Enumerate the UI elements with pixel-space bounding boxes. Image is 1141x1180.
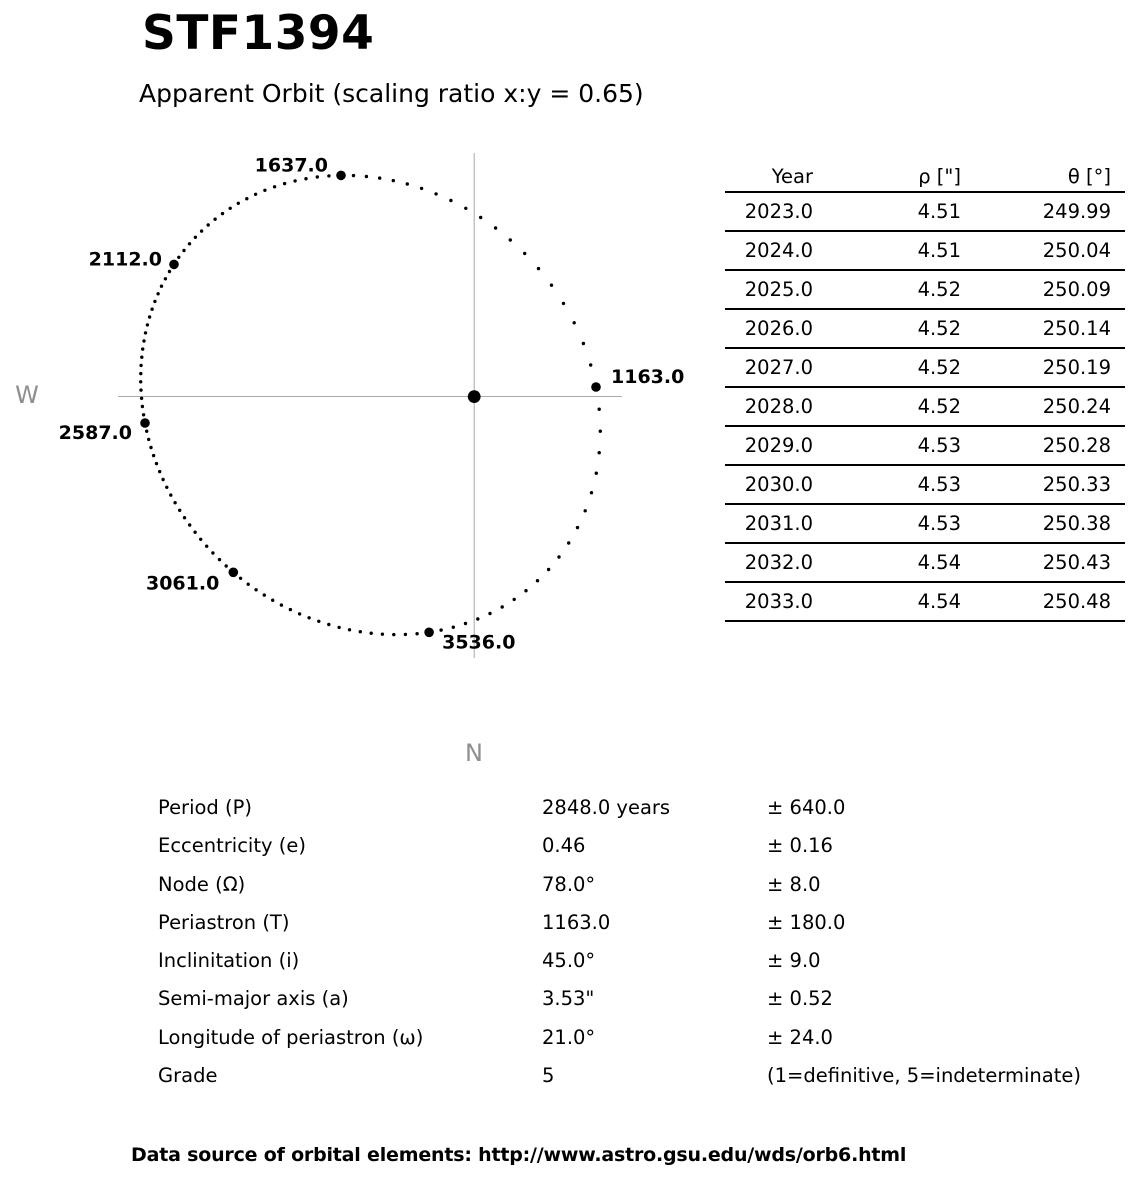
orbit-dot xyxy=(164,277,167,280)
orbit-dot xyxy=(598,451,601,454)
orbit-dot xyxy=(494,226,497,229)
element-error: ± 8.0 xyxy=(767,872,821,896)
orbit-dot xyxy=(155,462,158,465)
orbit-dot xyxy=(140,356,143,359)
orbit-dot xyxy=(589,363,592,366)
epoch-marker-dot xyxy=(424,628,434,638)
orbit-dot xyxy=(573,321,576,324)
element-value: 5 xyxy=(542,1064,555,1088)
orbit-dot xyxy=(406,182,409,185)
orbit-dot xyxy=(218,558,221,561)
cell-year: 2027.0 xyxy=(725,348,813,387)
orbit-dot xyxy=(365,175,368,178)
orbit-dot xyxy=(352,174,355,177)
orbit-dot xyxy=(590,491,593,494)
orbit-dot xyxy=(188,523,191,526)
table-row xyxy=(725,309,1125,348)
orbit-dot xyxy=(169,493,172,496)
orbit-dot xyxy=(144,331,147,334)
orbit-dot xyxy=(567,541,570,544)
orbit-dot xyxy=(479,216,482,219)
epoch-label: 1637.0 xyxy=(254,154,328,177)
cell-rho: 4.53 xyxy=(813,504,961,543)
orbit-dot xyxy=(254,193,257,196)
orbit-dot xyxy=(142,413,145,416)
element-error: ± 180.0 xyxy=(767,910,846,934)
orbit-dot xyxy=(576,526,579,529)
table-row xyxy=(725,270,1125,309)
cell-theta: 250.24 xyxy=(961,387,1125,426)
cell-year: 2029.0 xyxy=(725,426,813,465)
element-error: ± 0.16 xyxy=(767,834,833,858)
orbit-dot xyxy=(582,342,585,345)
epoch-marker-dot xyxy=(169,260,179,270)
orbit-dot xyxy=(160,285,163,288)
element-label: Inclinitation (i) xyxy=(158,949,300,973)
orbit-dot xyxy=(239,577,242,580)
orbit-dot xyxy=(153,300,156,303)
orbit-dot xyxy=(207,223,210,226)
orbit-dot xyxy=(156,292,159,295)
cell-theta: 250.43 xyxy=(961,543,1125,582)
orbit-dot xyxy=(245,197,248,200)
north-direction-label: N xyxy=(465,739,483,767)
orbit-dot xyxy=(193,531,196,534)
orbit-dot xyxy=(434,192,437,195)
orbit-dot xyxy=(501,605,504,608)
orbit-dot xyxy=(225,564,228,567)
cell-rho: 4.52 xyxy=(813,309,961,348)
element-label: Grade xyxy=(158,1064,218,1088)
col-header-theta: θ [°] xyxy=(961,161,1125,192)
cell-theta: 250.19 xyxy=(961,348,1125,387)
page-title: STF1394 xyxy=(142,6,375,61)
cell-theta: 250.09 xyxy=(961,270,1125,309)
table-row xyxy=(725,192,1125,231)
cell-year: 2026.0 xyxy=(725,309,813,348)
orbit-dot xyxy=(415,632,418,635)
orbit-dot xyxy=(304,177,307,180)
orbit-dot xyxy=(158,470,161,473)
orbit-dot xyxy=(182,249,185,252)
orbit-dot xyxy=(289,608,292,611)
cell-rho: 4.52 xyxy=(813,348,961,387)
orbit-dot xyxy=(359,630,362,633)
orbit-dot xyxy=(213,218,216,221)
orbit-dot xyxy=(221,212,224,215)
orbit-dot xyxy=(146,323,149,326)
orbit-dot xyxy=(149,446,152,449)
element-value: 78.0° xyxy=(542,872,596,896)
table-row xyxy=(725,582,1125,621)
orbital-elements-list xyxy=(158,789,1081,1095)
orbit-dot xyxy=(509,238,512,241)
orbit-dot xyxy=(271,599,274,602)
cell-rho: 4.51 xyxy=(813,192,961,231)
cell-year: 2032.0 xyxy=(725,543,813,582)
orbit-dot xyxy=(200,229,203,232)
orbit-dot xyxy=(141,405,144,408)
element-value: 3.53" xyxy=(542,987,595,1011)
cell-year: 2033.0 xyxy=(725,582,813,621)
orbit-dot xyxy=(148,315,151,318)
orbit-dot xyxy=(550,284,553,287)
orbit-dot xyxy=(348,628,351,631)
orbit-dot xyxy=(557,555,560,558)
orbit-dot xyxy=(584,509,587,512)
col-header-rho: ρ ["] xyxy=(813,161,961,192)
element-label: Period (P) xyxy=(158,796,252,819)
cell-theta: 250.48 xyxy=(961,582,1125,621)
orbit-dot xyxy=(183,516,186,519)
epoch-markers xyxy=(59,154,685,653)
cell-year: 2023.0 xyxy=(725,192,813,231)
orbit-dot xyxy=(464,622,467,625)
table-row xyxy=(725,426,1125,465)
element-error: ± 640.0 xyxy=(767,796,846,819)
orbit-dot xyxy=(598,408,601,411)
orbit-dot xyxy=(147,438,150,441)
orbit-dot xyxy=(524,589,527,592)
element-value: 1163.0 xyxy=(542,910,611,934)
primary-star-marker xyxy=(468,390,481,403)
cell-rho: 4.52 xyxy=(813,270,961,309)
cell-rho: 4.53 xyxy=(813,426,961,465)
epoch-label: 1163.0 xyxy=(611,366,685,388)
orbit-dot xyxy=(464,207,467,210)
orbit-dot xyxy=(152,454,155,457)
west-direction-label: W xyxy=(15,381,39,409)
table-row xyxy=(725,543,1125,582)
orbit-dot xyxy=(139,364,142,367)
epoch-label: 2587.0 xyxy=(58,422,132,444)
element-value: 2848.0 years xyxy=(542,796,671,819)
cell-year: 2031.0 xyxy=(725,504,813,543)
orbit-dot xyxy=(595,472,598,475)
orbit-dot xyxy=(562,302,565,305)
element-label: Semi-major axis (a) xyxy=(158,987,349,1011)
cell-year: 2024.0 xyxy=(725,231,813,270)
cell-year: 2028.0 xyxy=(725,387,813,426)
element-label: Eccentricity (e) xyxy=(158,834,306,858)
orbit-dot xyxy=(537,267,540,270)
epoch-marker-dot xyxy=(336,171,346,181)
orbit-dot xyxy=(254,588,257,591)
orbit-dot xyxy=(420,187,423,190)
orbit-dot xyxy=(599,430,602,433)
cell-theta: 250.04 xyxy=(961,231,1125,270)
orbit-dot xyxy=(178,509,181,512)
element-label: Node (Ω) xyxy=(158,872,246,896)
cell-theta: 250.14 xyxy=(961,309,1125,348)
orbit-dot xyxy=(392,179,395,182)
epoch-marker-dot xyxy=(229,568,239,578)
element-value: 0.46 xyxy=(542,834,586,858)
cell-rho: 4.54 xyxy=(813,582,961,621)
orbit-dot xyxy=(381,633,384,636)
orbit-dot xyxy=(547,568,550,571)
cell-theta: 250.33 xyxy=(961,465,1125,504)
element-error: (1=definitive, 5=indeterminate) xyxy=(767,1064,1081,1088)
orbit-dot xyxy=(298,612,301,615)
element-value: 45.0° xyxy=(542,949,596,973)
orbit-dot xyxy=(173,501,176,504)
orbit-dot xyxy=(161,478,164,481)
table-row xyxy=(725,348,1125,387)
element-label: Periastron (T) xyxy=(158,910,290,934)
orbit-dot xyxy=(536,579,539,582)
orbit-dot xyxy=(327,623,330,626)
element-value: 21.0° xyxy=(542,1025,596,1049)
cell-rho: 4.51 xyxy=(813,231,961,270)
orbit-dot xyxy=(211,551,214,554)
page-subtitle: Apparent Orbit (scaling ratio x:y = 0.65) xyxy=(139,79,644,108)
orbit-dot xyxy=(378,176,381,179)
orbit-dot xyxy=(283,182,286,185)
orbit-dot xyxy=(140,397,143,400)
orbit-dot xyxy=(139,380,142,383)
element-error: ± 24.0 xyxy=(767,1025,833,1049)
cell-rho: 4.54 xyxy=(813,543,961,582)
cell-year: 2025.0 xyxy=(725,270,813,309)
orbit-dots xyxy=(139,174,602,637)
orbit-dot xyxy=(513,598,516,601)
orbit-dot xyxy=(370,632,373,635)
table-row xyxy=(725,504,1125,543)
orbit-dot xyxy=(317,620,320,623)
orbit-dot xyxy=(337,626,340,629)
orbit-dot xyxy=(177,256,180,259)
epoch-marker-dot xyxy=(140,418,150,428)
table-row xyxy=(725,465,1125,504)
epoch-label: 3061.0 xyxy=(145,572,220,595)
orbit-plot xyxy=(0,0,700,790)
orbit-dot xyxy=(280,603,283,606)
orbit-dot xyxy=(293,179,296,182)
orbit-dot xyxy=(476,617,479,620)
cell-year: 2030.0 xyxy=(725,465,813,504)
orbit-dot xyxy=(194,236,197,239)
orbit-dot xyxy=(168,270,171,273)
table-row xyxy=(725,387,1125,426)
orbit-dot xyxy=(452,626,455,629)
cell-rho: 4.52 xyxy=(813,387,961,426)
orbit-dot xyxy=(199,538,202,541)
orbit-dot xyxy=(139,372,142,375)
element-error: ± 0.52 xyxy=(767,987,833,1011)
orbit-dot xyxy=(237,202,240,205)
orbit-dot xyxy=(307,616,310,619)
element-error: ± 9.0 xyxy=(767,949,821,973)
orbit-dot xyxy=(150,308,153,311)
orbit-dot xyxy=(165,486,168,489)
orbit-dot xyxy=(449,199,452,202)
ephemeris-header-row xyxy=(725,161,1125,192)
data-source-note: Data source of orbital elements: http://www.astro.gsu.edu/wds/orb6.html xyxy=(131,1144,907,1166)
orbit-dot xyxy=(139,388,142,391)
cell-theta: 250.28 xyxy=(961,426,1125,465)
cell-theta: 250.38 xyxy=(961,504,1125,543)
orbit-dot xyxy=(145,430,148,433)
orbit-dot xyxy=(247,583,250,586)
orbit-dot xyxy=(523,252,526,255)
ephemeris-table xyxy=(725,161,1125,622)
table-row xyxy=(725,231,1125,270)
orbit-dot xyxy=(263,593,266,596)
orbit-dot xyxy=(263,189,266,192)
orbit-dot xyxy=(142,339,145,342)
cell-theta: 249.99 xyxy=(961,192,1125,231)
orbit-dot xyxy=(205,545,208,548)
orbit-dot xyxy=(229,207,232,210)
orbit-dot xyxy=(404,633,407,636)
orbit-dot xyxy=(188,242,191,245)
epoch-label: 2112.0 xyxy=(88,248,162,271)
orbit-dot xyxy=(141,347,144,350)
epoch-label: 3536.0 xyxy=(442,631,516,654)
epoch-marker-dot xyxy=(591,382,601,392)
orbit-dot xyxy=(273,185,276,188)
orbit-dot xyxy=(392,633,395,636)
col-header-year: Year xyxy=(725,161,813,192)
orbit-dot xyxy=(488,612,491,615)
element-label: Longitude of periastron (ω) xyxy=(158,1025,424,1049)
cell-rho: 4.53 xyxy=(813,465,961,504)
